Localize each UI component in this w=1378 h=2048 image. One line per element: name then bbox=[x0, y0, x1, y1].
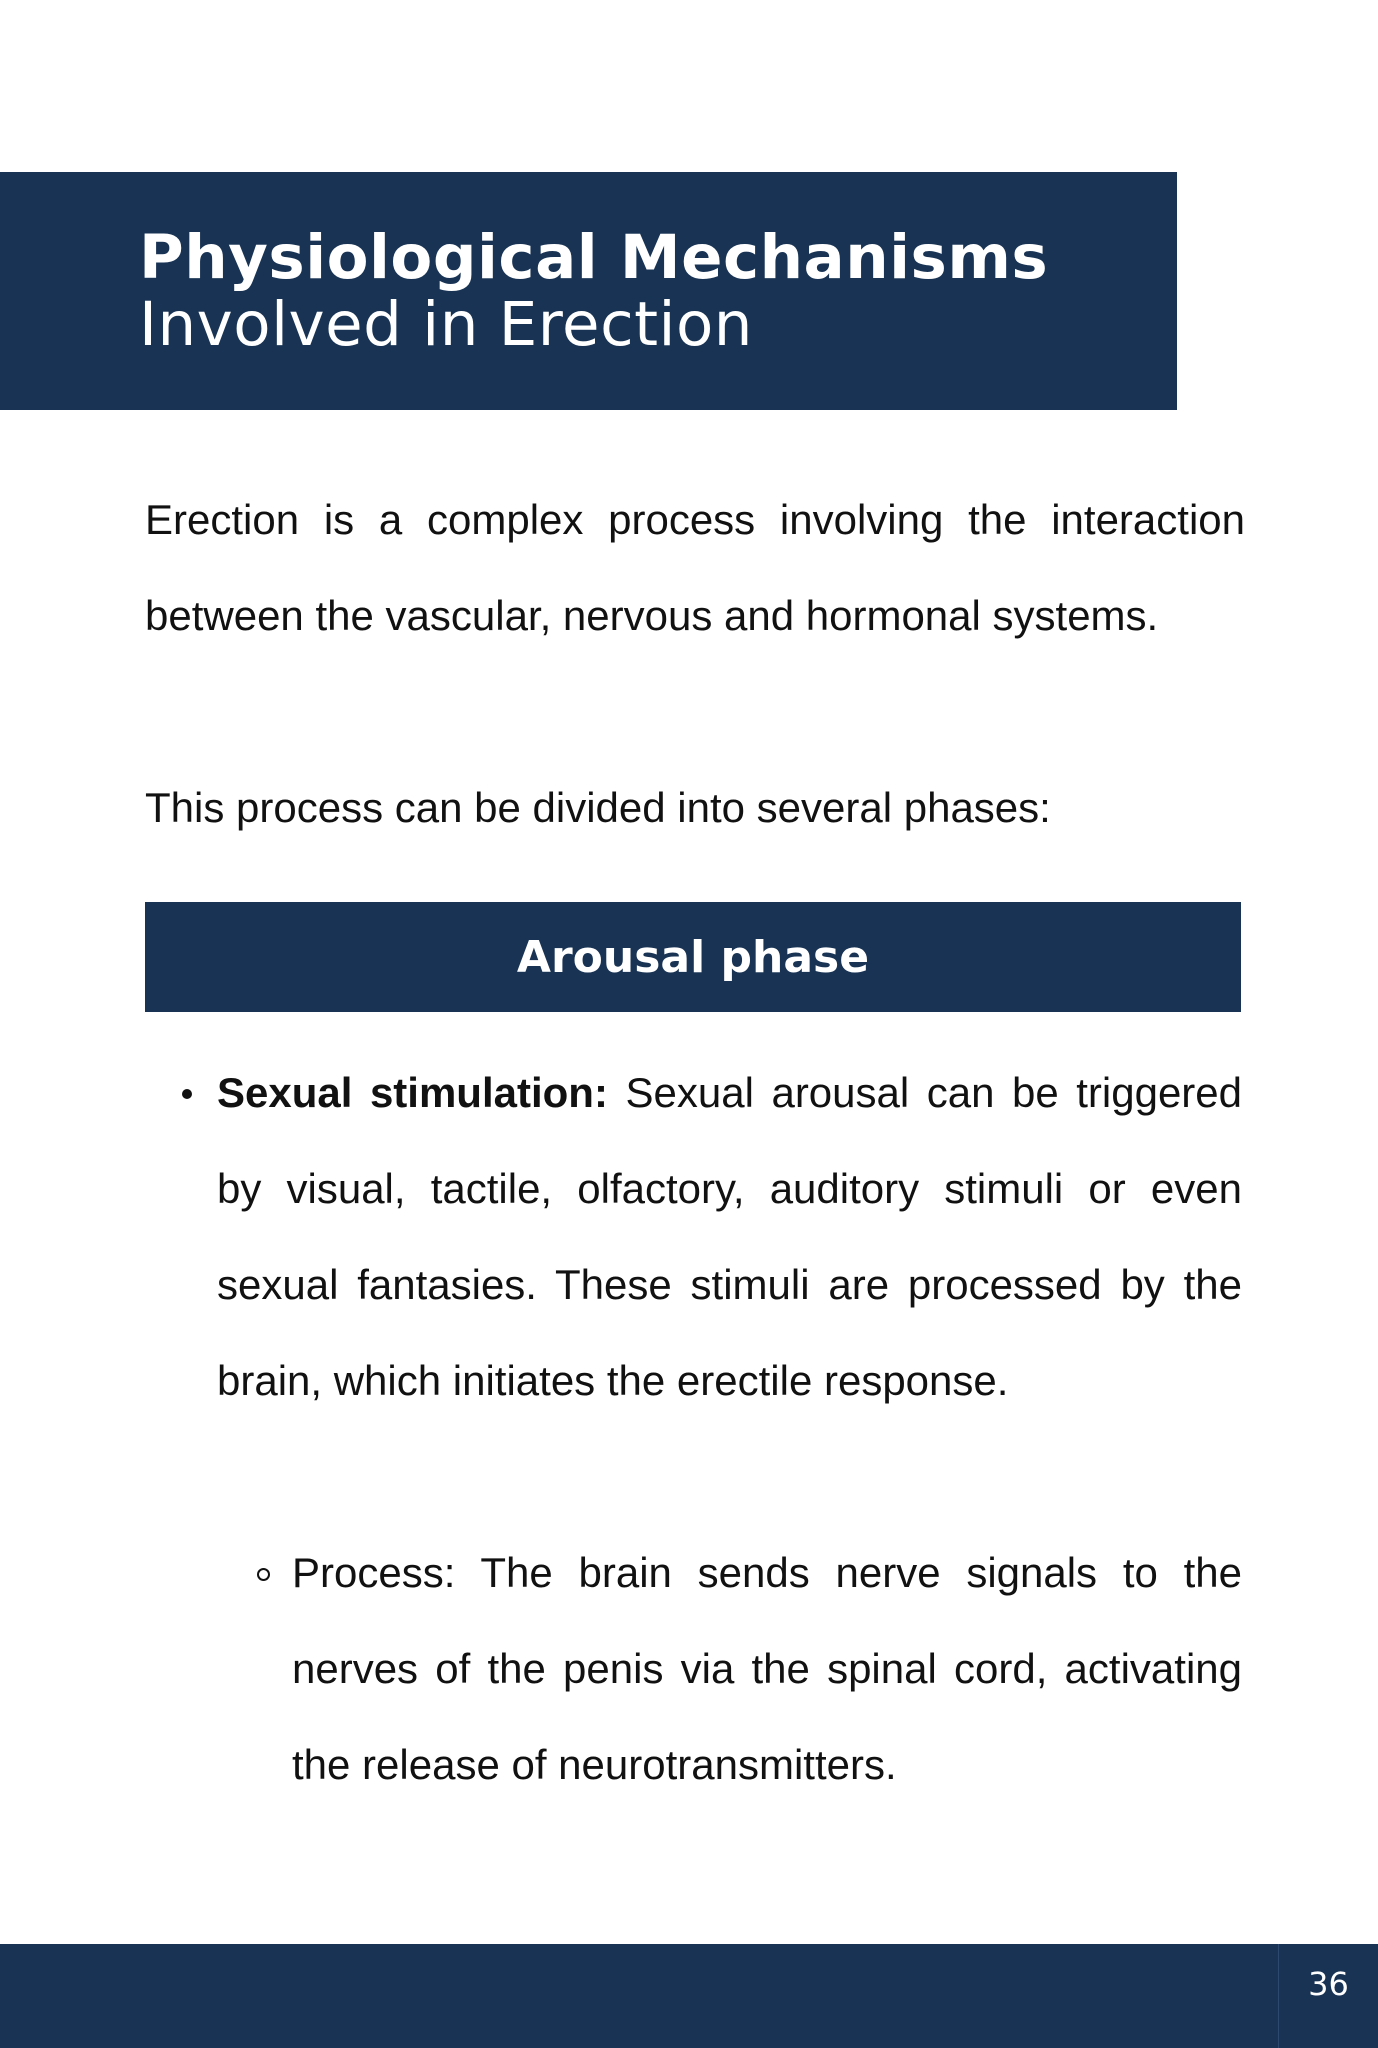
section-title: Arousal phase bbox=[516, 931, 870, 983]
footer-bar bbox=[0, 1944, 1378, 2048]
page-title: Physiological Mechanisms bbox=[139, 222, 1049, 293]
list-item bbox=[217, 1045, 1242, 1429]
section-header bbox=[145, 902, 1241, 1012]
title-banner bbox=[0, 172, 1177, 410]
bullet-text: Sexual arousal can be triggered by visual, tactile, olfactory, auditory stimuli or even sexual fantasies. These stimuli are processed by the brain, which initiates the erectile response. bbox=[217, 1069, 1243, 1404]
page-subtitle: Involved in Erection bbox=[139, 289, 753, 360]
sub-list-item: Process: The brain sends nerve signals to the nerves of the penis via the spinal cord, activating the release of neurotransmitters. bbox=[292, 1549, 1242, 1788]
bullet-icon bbox=[182, 1089, 192, 1099]
sub-bullet-icon bbox=[257, 1568, 270, 1581]
intro-paragraph: Erection is a complex process involving the interaction between the vascular, nervous and hormonal systems. bbox=[145, 496, 1245, 639]
phases-intro: This process can be divided into several phases: bbox=[145, 784, 1051, 831]
page-number: 36 bbox=[1308, 1965, 1349, 2003]
bullet-label: Sexual stimulation: bbox=[217, 1069, 608, 1116]
